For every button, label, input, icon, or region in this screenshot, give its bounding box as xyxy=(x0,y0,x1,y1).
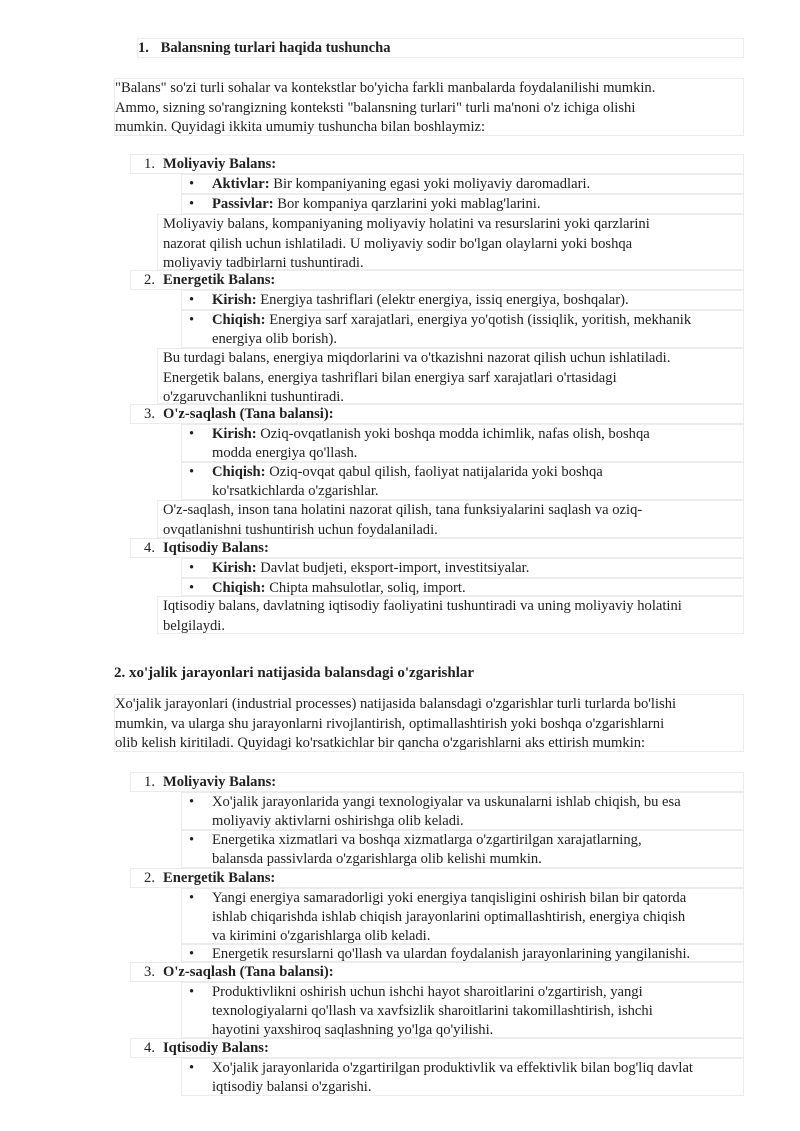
list-number: 4. xyxy=(144,540,155,556)
bullet-dot-icon: • xyxy=(189,176,195,192)
s1-bullet-row xyxy=(181,174,744,194)
desc-line: o'zgaruvchanlikni tushuntiradi. xyxy=(163,389,344,406)
list-item-title: Energetik Balans: xyxy=(163,870,276,886)
s1-item-description xyxy=(157,214,744,270)
bullet-dot-icon: • xyxy=(189,890,195,906)
list-number: 2. xyxy=(144,870,155,886)
list-number: 1. xyxy=(144,156,155,172)
intro-line: mumkin, va ularga shu jarayonlarni rivojlantirish, optimallashtirish yoki boshqa o'zgarishlarni xyxy=(115,715,665,732)
bullet-text: ko'rsatkichlarda o'zgarishlar. xyxy=(212,483,379,499)
list-item-title: Energetik Balans: xyxy=(163,272,276,288)
bullet-dot-icon: • xyxy=(189,1060,195,1076)
s2-bullet-row xyxy=(181,830,744,868)
bullet-text: Chipta mahsulotlar, soliq, import. xyxy=(265,580,466,596)
bullet-dot-icon: • xyxy=(189,832,195,848)
intro-line: Ammo, sizning so'rangizning konteksti "balansning turlari" turli ma'noni o'z ichiga olishi xyxy=(115,99,636,116)
bullet-text: Yangi energiya samaradorligi yoki energiya tanqisligini oshirish bilan bir qatorda xyxy=(212,890,687,906)
bullet-text: Energiya sarf xarajatlari, energiya yo'qotish (issiqlik, yoritish, mekhanik xyxy=(265,312,692,328)
s2-item-title-row xyxy=(130,962,744,982)
s1-bullet-row xyxy=(181,290,744,310)
desc-line: Energetik balans, energiya tashriflari bilan energiya sarf xarajatlari o'rtasidagi xyxy=(163,369,617,386)
bullet-label: Kirish: xyxy=(212,560,257,576)
bullet-dot-icon: • xyxy=(189,560,195,576)
desc-line: belgilaydi. xyxy=(163,617,226,634)
bullet-dot-icon: • xyxy=(189,312,195,328)
bullet-text: modda energiya qo'llash. xyxy=(212,445,358,461)
bullet-text: Energetik resurslarni qo'llash va ulardan foydalanish jarayonlarining yangilanishi. xyxy=(212,946,691,962)
bullet-text: texnologiyalarni qo'llash va xavfsizlik sharoitlarini takomillashtirish, ishchi xyxy=(212,1003,653,1019)
s1-bullet-row xyxy=(181,558,744,578)
bullet-text: Oziq-ovqatlanish yoki boshqa modda ichimlik, nafas olish, boshqa xyxy=(256,426,650,442)
section1-title: Balansning turlari haqida tushuncha xyxy=(160,40,391,56)
bullet-label: Kirish: xyxy=(212,292,257,308)
s1-bullet-row xyxy=(181,310,744,348)
s1-item-description xyxy=(157,596,744,634)
section2-heading: 2. xo'jalik jarayonlari natijasida balansdagi o'zgarishlar xyxy=(114,665,475,681)
desc-line: Bu turdagi balans, energiya miqdorlarini va o'tkazishni nazorat qilish uchun ishlatiladi. xyxy=(163,350,671,366)
list-item-title: Moliyaviy Balans: xyxy=(163,156,277,172)
intro-line: "Balans" so'zi turli sohalar va kontekstlar bo'yicha farkli manbalarda foydalanilishi mumkin. xyxy=(115,80,656,96)
s1-bullet-row xyxy=(181,578,744,596)
list-number: 3. xyxy=(144,406,155,422)
bullet-dot-icon: • xyxy=(189,580,195,596)
s2-item-title-row xyxy=(130,772,744,792)
s1-bullet-row xyxy=(181,194,744,214)
bullet-dot-icon: • xyxy=(189,196,195,212)
s1-item-title-row xyxy=(130,538,744,558)
section1-number: 1. xyxy=(138,40,149,56)
section2-intro xyxy=(114,694,744,752)
bullet-text: Produktivlikni oshirish uchun ishchi hayot sharoitlarini o'zgartirish, yangi xyxy=(212,984,643,1000)
desc-line: O'z-saqlash, inson tana holatini nazorat qilish, tana funksiyalarini saqlash va oziq- xyxy=(163,502,643,518)
s1-item-title-row xyxy=(130,154,744,174)
bullet-label: Aktivlar: xyxy=(212,176,270,192)
bullet-text: Xo'jalik jarayonlarida o'zgartirilgan produktivlik va effektivlik bilan bog'liq davlat xyxy=(212,1060,693,1076)
desc-line: Moliyaviy balans, kompaniyaning moliyaviy holatini va resurslarini yoki qarzlarini xyxy=(163,216,650,232)
bullet-text: hayotini yaxshiroq saqlashning yo'lga qo'yilishi. xyxy=(212,1022,494,1038)
intro-line: olib kelish kiritiladi. Quyidagi ko'rsatkichlar bir qancha o'zgarishlarni aks ettirish mumkin: xyxy=(115,735,646,752)
s2-item-title-row xyxy=(130,1038,744,1058)
list-item-title: O'z-saqlash (Tana balansi): xyxy=(163,406,334,422)
bullet-label: Chiqish: xyxy=(212,580,266,596)
s1-item-title-row xyxy=(130,404,744,424)
bullet-dot-icon: • xyxy=(189,464,195,480)
intro-line: Xo'jalik jarayonlari (industrial processes) natijasida balansdagi o'zgarishlar turli turlarda bo'lishi xyxy=(115,696,677,712)
desc-line: moliyaviy tadbirlarni tushuntiradi. xyxy=(163,255,364,272)
desc-line: nazorat qilish uchun ishlatiladi. U moliyaviy sodir bo'lgan olaylarni yoki boshqa xyxy=(163,235,633,252)
s2-bullet-row xyxy=(181,944,744,962)
desc-line: Iqtisodiy balans, davlatning iqtisodiy faoliyatini tushuntiradi va uning moliyaviy holatini xyxy=(163,598,682,614)
bullet-label: Passivlar: xyxy=(212,196,274,212)
bullet-text: iqtisodiy balansi o'zgarishi. xyxy=(212,1079,372,1095)
bullet-label: Kirish: xyxy=(212,426,257,442)
bullet-text: Bor kompaniya qarzlarini yoki mablag'larini. xyxy=(273,196,541,212)
list-number: 1. xyxy=(144,774,155,790)
list-item-title: Moliyaviy Balans: xyxy=(163,774,277,790)
s1-item-description xyxy=(157,500,744,538)
bullet-label: Chiqish: xyxy=(212,464,266,480)
list-number: 4. xyxy=(144,1040,155,1056)
bullet-dot-icon: • xyxy=(189,292,195,308)
s2-item-title-row xyxy=(130,868,744,888)
bullet-text: Oziq-ovqat qabul qilish, faoliyat natijalarida yoki boshqa xyxy=(265,464,603,480)
bullet-text: moliyaviy aktivlarni oshirishga olib keladi. xyxy=(212,813,464,829)
s2-bullet-row xyxy=(181,982,744,1038)
bullet-dot-icon: • xyxy=(189,794,195,810)
list-item-title: Iqtisodiy Balans: xyxy=(163,1040,269,1056)
s1-item-title-row xyxy=(130,270,744,290)
bullet-text: ishlab chiqarishda ishlab chiqish jarayonlarini optimallashtirish, energiya chiqish xyxy=(212,909,686,925)
desc-line: ovqatlanishni tushuntirish uchun foydalaniladi. xyxy=(163,521,438,538)
list-number: 2. xyxy=(144,272,155,288)
s2-bullet-row xyxy=(181,792,744,830)
s1-item-description xyxy=(157,348,744,404)
bullet-text: Davlat budjeti, eksport-import, investitsiyalar. xyxy=(256,560,530,576)
s2-bullet-row xyxy=(181,1058,744,1096)
bullet-text: va kirimini o'zgarishlarga olib keladi. xyxy=(212,928,431,944)
list-number: 3. xyxy=(144,964,155,980)
bullet-text: energiya olib borish). xyxy=(212,331,337,347)
bullet-text: Bir kompaniyaning egasi yoki moliyaviy daromadlari. xyxy=(269,176,591,192)
section1-intro xyxy=(114,78,744,136)
bullet-text: balansda passivlarda o'zgarishlarga olib kelishi mumkin. xyxy=(212,851,542,867)
bullet-text: Xo'jalik jarayonlarida yangi texnologiyalar va uskunalarni ishlab chiqish, bu esa xyxy=(212,794,681,810)
intro-line: mumkin. Quyidagi ikkita umumiy tushuncha bilan boshlaymiz: xyxy=(115,119,486,136)
bullet-label: Chiqish: xyxy=(212,312,266,328)
list-item-title: O'z-saqlash (Tana balansi): xyxy=(163,964,334,980)
bullet-text: Energetika xizmatlari va boshqa xizmatlarga o'zgartirilgan xarajatlarning, xyxy=(212,832,642,848)
s1-bullet-row xyxy=(181,424,744,462)
s2-bullet-row xyxy=(181,888,744,944)
section1-heading xyxy=(137,38,744,58)
bullet-text: Energiya tashriflari (elektr energiya, issiq energiya, boshqalar). xyxy=(256,292,629,308)
list-item-title: Iqtisodiy Balans: xyxy=(163,540,269,556)
bullet-dot-icon: • xyxy=(189,984,195,1000)
bullet-dot-icon: • xyxy=(189,426,195,442)
s1-bullet-row xyxy=(181,462,744,500)
bullet-dot-icon: • xyxy=(189,946,195,962)
